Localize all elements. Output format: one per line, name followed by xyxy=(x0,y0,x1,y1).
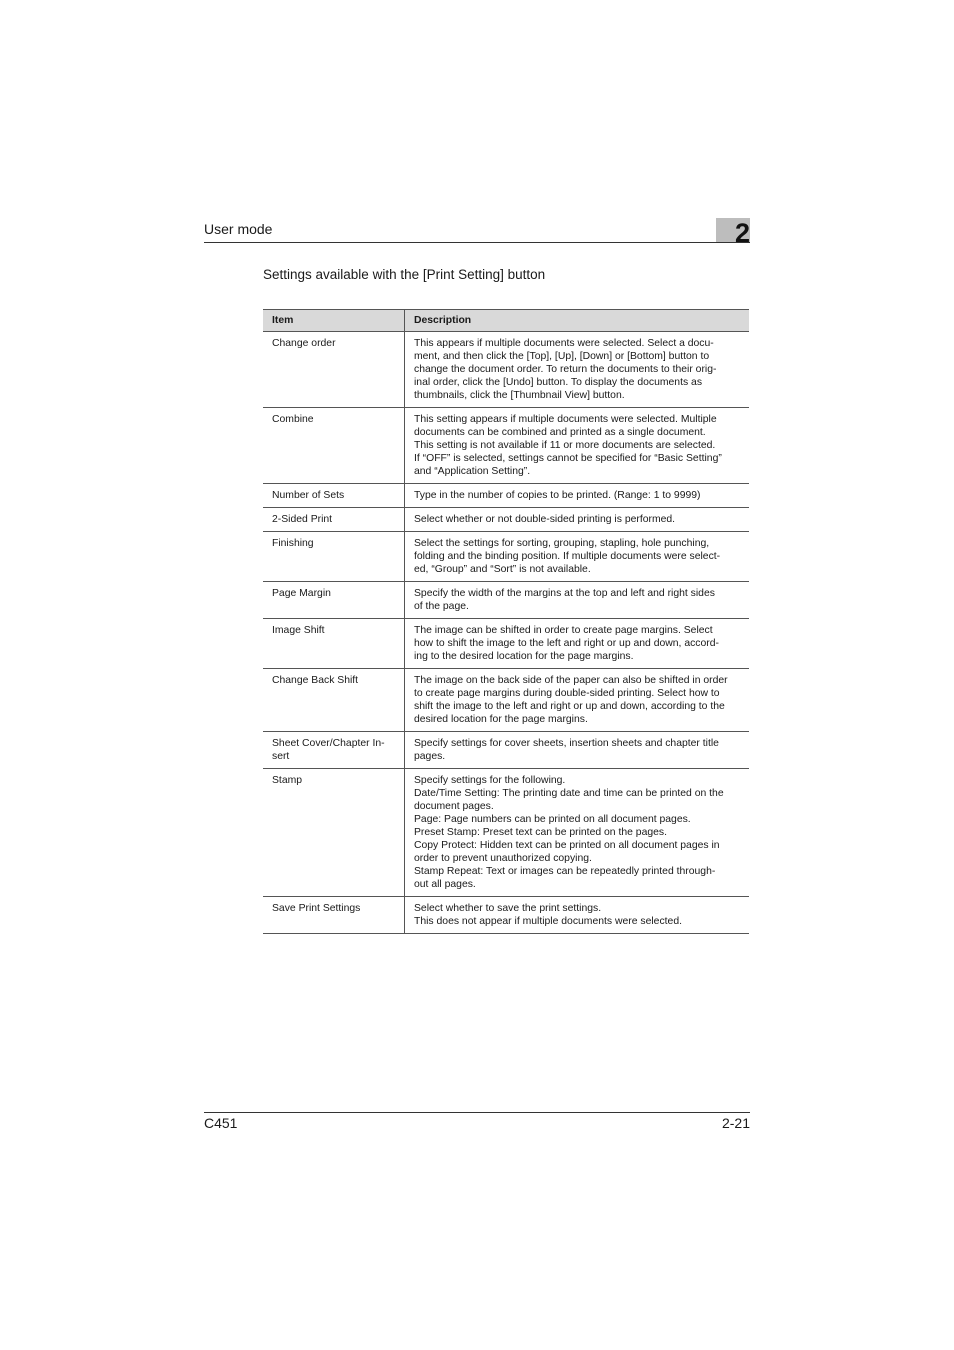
description-cell xyxy=(405,897,750,934)
description-line: desired location for the page margins. xyxy=(414,714,588,725)
item-label: sert xyxy=(272,751,290,762)
description-cell xyxy=(405,508,750,532)
item-label: Change order xyxy=(272,338,336,349)
description-line: Specify settings for cover sheets, insertion sheets and chapter title xyxy=(414,738,719,749)
item-cell xyxy=(263,408,405,484)
description-line: and “Application Setting”. xyxy=(414,466,531,477)
table-body xyxy=(263,332,749,934)
column-header-description: Description xyxy=(405,310,750,332)
footer-page-number: 2-21 xyxy=(721,1115,750,1131)
description-cell xyxy=(405,484,750,508)
table-row xyxy=(263,484,749,508)
footer-model: C451 xyxy=(204,1115,238,1131)
description-line: Type in the number of copies to be printed. (Range: 1 to 9999) xyxy=(414,490,701,501)
description-cell xyxy=(405,669,750,732)
description-line: Preset Stamp: Preset text can be printed on the pages. xyxy=(414,827,667,838)
description-line: Select whether to save the print settings. xyxy=(414,903,602,914)
description-line: Date/Time Setting: The printing date and time can be printed on the xyxy=(414,788,724,799)
description-line: folding and the binding position. If multiple documents were select- xyxy=(414,551,721,562)
description-line: Copy Protect: Hidden text can be printed on all document pages in xyxy=(414,840,720,851)
description-line: Specify settings for the following. xyxy=(414,775,566,786)
item-cell xyxy=(263,897,405,934)
column-header-item: Item xyxy=(263,310,405,332)
item-label: Save Print Settings xyxy=(272,903,361,914)
table-row xyxy=(263,619,749,669)
description-cell xyxy=(405,769,750,897)
description-line: Page: Page numbers can be printed on all document pages. xyxy=(414,814,691,825)
item-cell xyxy=(263,619,405,669)
description-cell xyxy=(405,532,750,582)
item-label: Page Margin xyxy=(272,588,331,599)
description-line: This setting is not available if 11 or more documents are selected. xyxy=(414,440,716,451)
item-label: Finishing xyxy=(272,538,314,549)
description-line: Specify the width of the margins at the top and left and right sides xyxy=(414,588,715,599)
description-line: inal order, click the [Undo] button. To display the documents as xyxy=(414,377,703,388)
settings-table xyxy=(263,309,749,934)
table-row xyxy=(263,332,749,408)
description-cell xyxy=(405,732,750,769)
header-title: User mode xyxy=(204,221,273,237)
item-label: 2-Sided Print xyxy=(272,514,333,525)
item-cell xyxy=(263,582,405,619)
description-line: This setting appears if multiple documents were selected. Multiple xyxy=(414,414,717,425)
description-line: documents can be combined and printed as a single document. xyxy=(414,427,706,438)
chapter-number: 2 xyxy=(734,218,750,248)
description-cell xyxy=(405,582,750,619)
description-line: shift the image to the left and right or up and down, according to the xyxy=(414,701,725,712)
item-cell xyxy=(263,508,405,532)
section-title: Settings available with the [Print Setting] button xyxy=(263,267,546,282)
page-header xyxy=(204,218,750,248)
description-line: to create page margins during double-sided printing. Select how to xyxy=(414,688,720,699)
description-line: change the document order. To return the documents to their orig- xyxy=(414,364,717,375)
item-label: Image Shift xyxy=(272,625,325,636)
table-row xyxy=(263,508,749,532)
table-header-row xyxy=(263,310,749,332)
description-line: This appears if multiple documents were selected. Select a docu- xyxy=(414,338,714,349)
description-line: of the page. xyxy=(414,601,469,612)
item-cell xyxy=(263,332,405,408)
item-label: Combine xyxy=(272,414,314,425)
table-row xyxy=(263,408,749,484)
description-line: Select the settings for sorting, grouping, stapling, hole punching, xyxy=(414,538,710,549)
description-line: order to prevent unauthorized copying. xyxy=(414,853,592,864)
description-line: ed, “Group” and “Sort” is not available. xyxy=(414,564,591,575)
item-label: Sheet Cover/Chapter In- xyxy=(272,738,385,749)
description-line: Select whether or not double-sided printing is performed. xyxy=(414,514,676,525)
description-line: document pages. xyxy=(414,801,494,812)
description-line: The image on the back side of the paper can also be shifted in order xyxy=(414,675,728,686)
description-line: thumbnails, click the [Thumbnail View] button. xyxy=(414,390,625,401)
description-cell xyxy=(405,332,750,408)
description-line: how to shift the image to the left and right or up and down, accord- xyxy=(414,638,719,649)
description-line: Stamp Repeat: Text or images can be repeatedly printed through- xyxy=(414,866,716,877)
description-line: The image can be shifted in order to create page margins. Select xyxy=(414,625,713,636)
item-label: Change Back Shift xyxy=(272,675,359,686)
table-row xyxy=(263,897,749,934)
description-line: ment, and then click the [Top], [Up], [Down] or [Bottom] button to xyxy=(414,351,710,362)
item-cell xyxy=(263,732,405,769)
item-cell xyxy=(263,532,405,582)
description-line: out all pages. xyxy=(414,879,476,890)
description-line: pages. xyxy=(414,751,446,762)
item-label: Stamp xyxy=(272,775,303,786)
table-row xyxy=(263,669,749,732)
description-line: If “OFF” is selected, settings cannot be specified for “Basic Setting” xyxy=(414,453,722,464)
item-cell xyxy=(263,669,405,732)
page-footer xyxy=(204,1112,750,1131)
description-line: ing to the desired location for the page margins. xyxy=(414,651,634,662)
table-row xyxy=(263,769,749,897)
description-cell xyxy=(405,408,750,484)
item-label: Number of Sets xyxy=(272,490,345,501)
item-cell xyxy=(263,769,405,897)
table-row xyxy=(263,582,749,619)
table-row xyxy=(263,732,749,769)
description-line: This does not appear if multiple documents were selected. xyxy=(414,916,682,927)
table-row xyxy=(263,532,749,582)
description-cell xyxy=(405,619,750,669)
item-cell xyxy=(263,484,405,508)
